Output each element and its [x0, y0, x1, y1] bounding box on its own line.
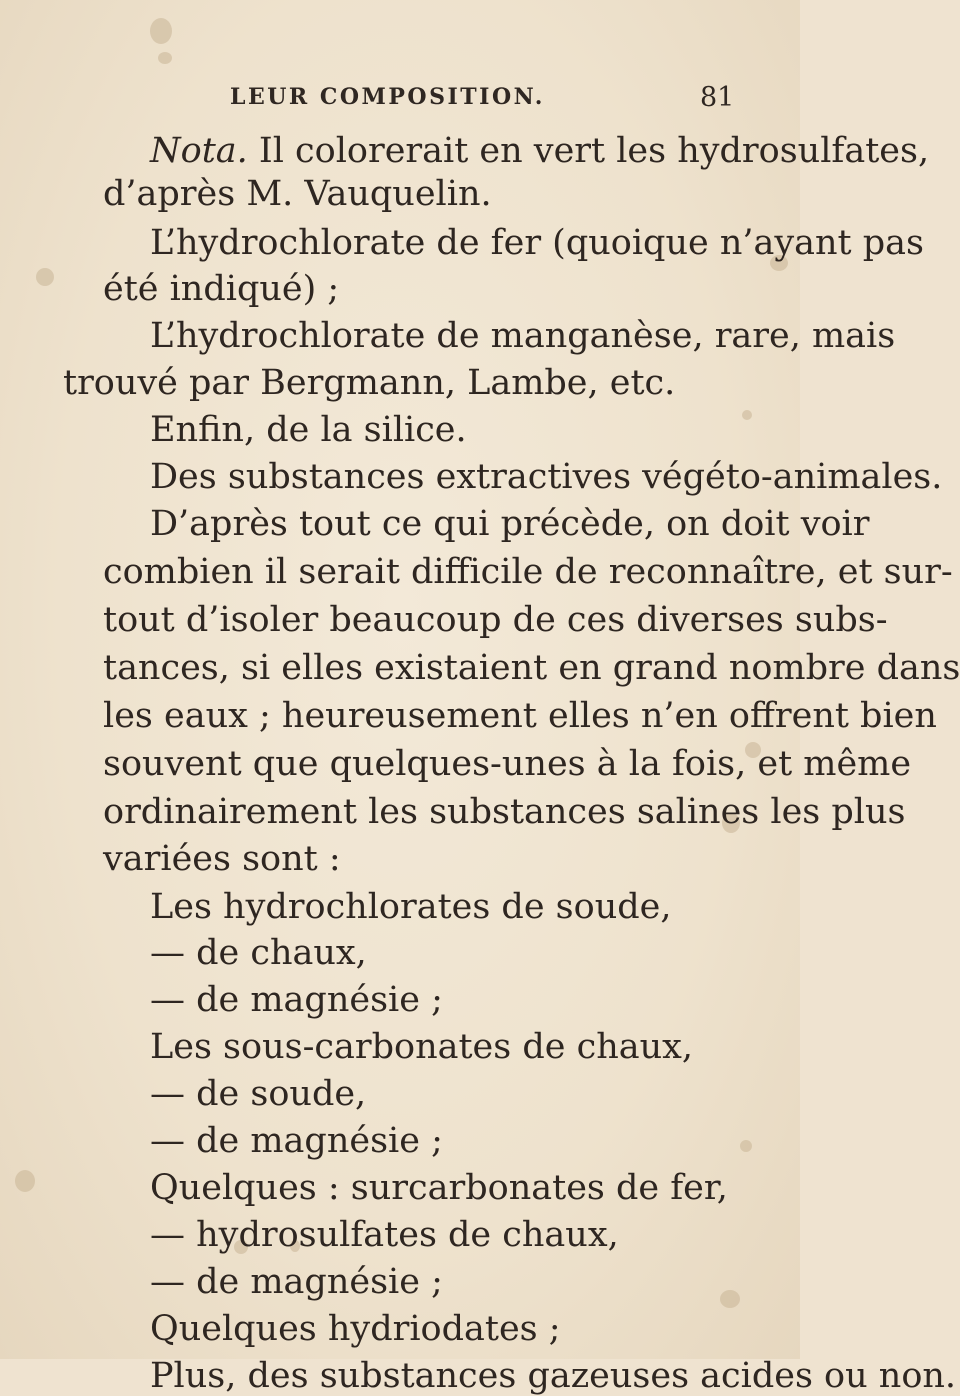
text-line: — de soude, — [150, 1074, 367, 1114]
page-number: 81 — [700, 82, 735, 113]
text-line: ordinairement les substances salines les plus — [103, 792, 906, 832]
text-span: Il colorerait en vert les hydrosulfates, — [258, 131, 930, 171]
text-line: — hydrosulfates de chaux, — [150, 1215, 619, 1255]
foxing-spot — [150, 18, 172, 44]
text-line: souvent que quelques-unes à la fois, et même — [103, 744, 912, 784]
foxing-spot — [740, 1140, 752, 1152]
foxing-spot — [742, 410, 752, 420]
text-line: Quelques hydriodates ; — [150, 1309, 561, 1349]
text-line: les eaux ; heureusement elles n’en offrent bien — [103, 696, 937, 736]
text-line: trouvé par Bergmann, Lambe, etc. — [63, 363, 676, 403]
text-line: — de chaux, — [150, 933, 367, 973]
foxing-spot — [158, 52, 172, 64]
text-line: — de magnésie ; — [150, 1262, 443, 1302]
text-line: — de magnésie ; — [150, 1121, 443, 1161]
text-line: été indiqué) ; — [103, 269, 340, 309]
text-line: Des substances extractives végéto-animales. — [150, 457, 943, 497]
nota-label: Nota. — [150, 131, 248, 171]
running-title: LEUR COMPOSITION. — [230, 84, 545, 110]
text-line — [150, 131, 929, 171]
text-line: Les hydrochlorates de soude, — [150, 887, 672, 927]
text-line: tout d’isoler beaucoup de ces diverses subs- — [103, 600, 888, 640]
text-line: Plus, des substances gazeuses acides ou non. — [150, 1356, 957, 1396]
text-line: L’hydrochlorate de manganèse, rare, mais — [150, 316, 896, 356]
text-line: D’après tout ce qui précède, on doit voir — [150, 504, 870, 544]
foxing-spot — [36, 268, 54, 286]
foxing-spot — [15, 1170, 35, 1192]
text-line: combien il serait difficile de reconnaître, et sur- — [103, 552, 953, 592]
text-line: tances, si elles existaient en grand nombre dans — [103, 648, 960, 688]
text-line: d’après M. Vauquelin. — [103, 174, 492, 214]
text-line: Les sous-carbonates de chaux, — [150, 1027, 694, 1067]
text-line: L’hydrochlorate de fer (quoique n’ayant pas — [150, 223, 924, 263]
text-line: Enfin, de la silice. — [150, 410, 467, 450]
text-line: — de magnésie ; — [150, 980, 443, 1020]
text-line: variées sont : — [103, 839, 341, 879]
text-line: Quelques : surcarbonates de fer, — [150, 1168, 728, 1208]
page-header — [0, 84, 800, 118]
foxing-spot — [720, 1290, 740, 1308]
